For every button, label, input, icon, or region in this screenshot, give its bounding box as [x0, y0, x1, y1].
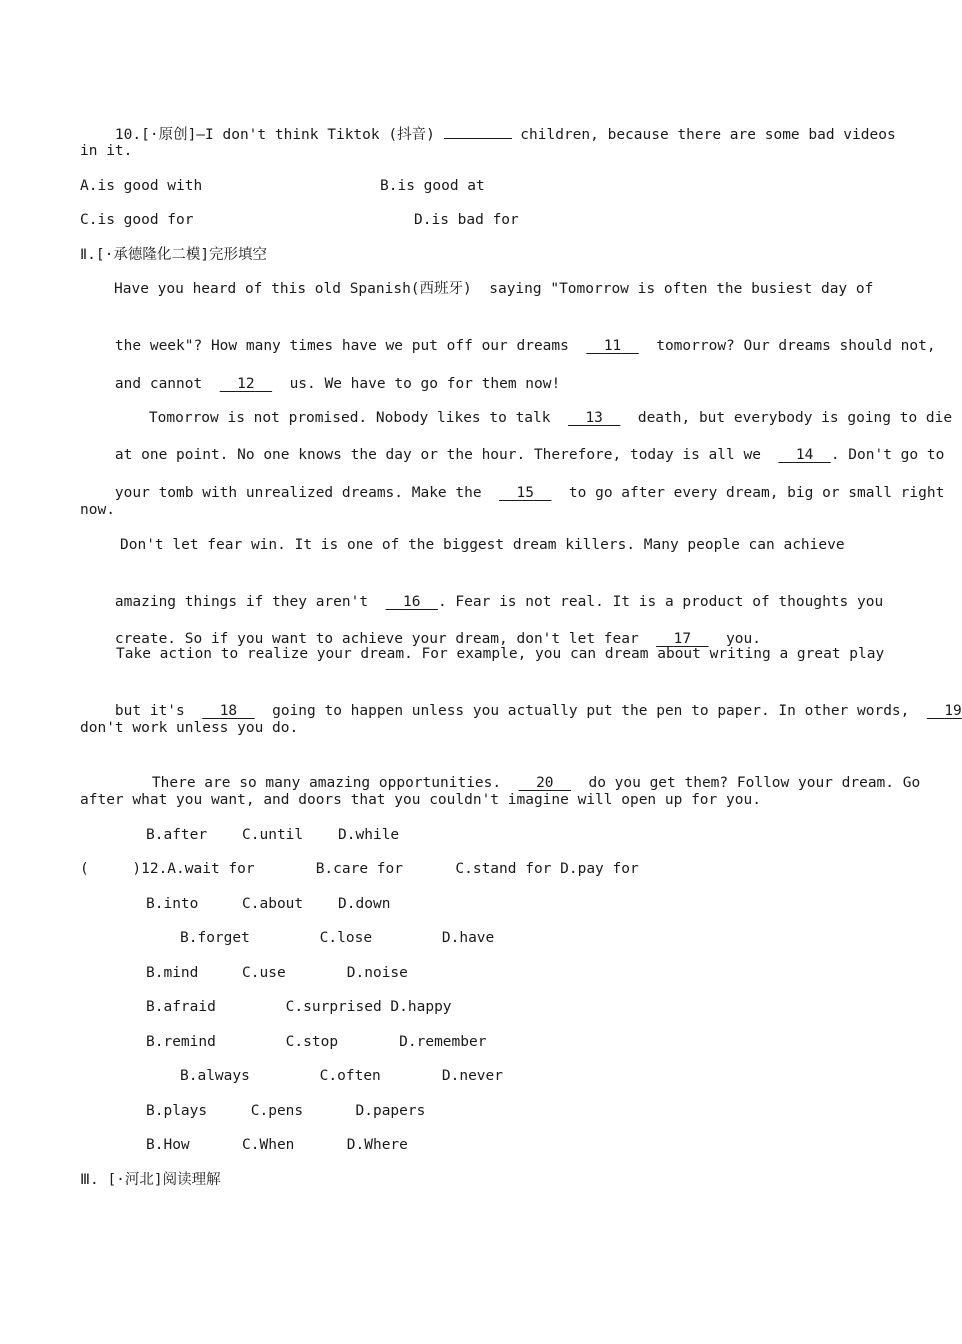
- option-row[interactable]: B.after C.until D.while: [146, 827, 400, 843]
- section-3-heading: Ⅲ. [·河北]阅读理解: [80, 1172, 221, 1188]
- q10-option-c[interactable]: C.is good for: [80, 212, 194, 228]
- blank-18[interactable]: 18: [219, 703, 238, 719]
- blank-11[interactable]: 11: [603, 338, 622, 354]
- q10-option-b[interactable]: B.is good at: [380, 178, 485, 194]
- blank-16[interactable]: 16: [403, 594, 421, 610]
- passage-p4-line-3: don't work unless you do.: [80, 720, 299, 736]
- option-row[interactable]: B.How C.When D.Where: [146, 1137, 408, 1153]
- option-row[interactable]: B.into C.about D.down: [146, 896, 391, 912]
- option-row[interactable]: B.afraid C.surprised D.happy: [146, 999, 452, 1015]
- q10-line-1: [80, 104, 896, 165]
- option-row[interactable]: B.forget C.lose D.have: [180, 930, 495, 946]
- passage-p3-line-2: amazing things if they aren't 16 . Fear is not real. It is a product of thoughts you: [114, 594, 884, 610]
- passage-p1-line-1: Have you heard of this old Spanish(西班牙) saying "Tomorrow is often the busiest day of: [114, 281, 874, 297]
- option-row[interactable]: B.remind C.stop D.remember: [146, 1034, 487, 1050]
- passage-p4-line-2: but it's 18 going to happen unless you actually put the pen to paper. In other words, 19: [114, 703, 962, 719]
- passage-p1-line-3: and cannot 12 us. We have to go for them now!: [114, 376, 561, 392]
- option-row[interactable]: B.plays C.pens D.papers: [146, 1103, 426, 1119]
- q10-suffix: children, because there are some bad videos: [520, 127, 896, 143]
- passage-p3-line-1: Don't let fear win. It is one of the biggest dream killers. Many people can achieve: [120, 537, 845, 553]
- passage-p2-line-2: at one point. No one knows the day or the hour. Therefore, today is all we 14 . Don't go to: [114, 447, 945, 463]
- passage-p4-line-1: Take action to realize your dream. For example, you can dream about writing a great play: [116, 646, 885, 662]
- section-2-heading: Ⅱ.[·承德隆化二模]完形填空: [80, 247, 268, 263]
- q10-prefix: 10.[·原创]—I don't think Tiktok (抖音): [114, 127, 435, 143]
- blank-17[interactable]: 17: [673, 631, 692, 647]
- passage-p2-line-1: Tomorrow is not promised. Nobody likes to talk 13 death, but everybody is going to die: [148, 410, 953, 426]
- passage-p2-line-4: now.: [80, 502, 115, 518]
- passage-p5-line-2: after what you want, and doors that you couldn't imagine will open up for you.: [80, 792, 761, 808]
- q10-option-d[interactable]: D.is bad for: [414, 212, 519, 228]
- q10-answer-blank[interactable]: [444, 124, 512, 139]
- option-row[interactable]: B.mind C.use D.noise: [146, 965, 408, 981]
- blank-19[interactable]: 19: [944, 703, 962, 719]
- blank-12[interactable]: 12: [237, 376, 255, 392]
- passage-p3-line-3: create. So if you want to achieve your dream, don't let fear 17 you.: [114, 631, 761, 647]
- passage-p2-line-3: your tomb with unrealized dreams. Make the 15 to go after every dream, big or small right: [114, 485, 945, 501]
- q10-line-2: in it.: [80, 143, 133, 159]
- blank-14[interactable]: 14: [795, 447, 814, 463]
- blank-20[interactable]: 20: [536, 775, 554, 791]
- option-row-12[interactable]: ( )12.A.wait for B.care for C.stand for D.pay for: [80, 861, 639, 877]
- q10-option-a[interactable]: A.is good with: [80, 178, 203, 194]
- blank-13[interactable]: 13: [585, 410, 603, 426]
- passage-p1-line-2: the week"? How many times have we put off our dreams 11 tomorrow? Our dreams should not,: [114, 338, 936, 354]
- option-row[interactable]: B.always C.often D.never: [180, 1068, 504, 1084]
- passage-p5-line-1: There are so many amazing opportunities. 20 do you get them? Follow your dream. Go: [151, 775, 921, 791]
- blank-15[interactable]: 15: [516, 485, 534, 501]
